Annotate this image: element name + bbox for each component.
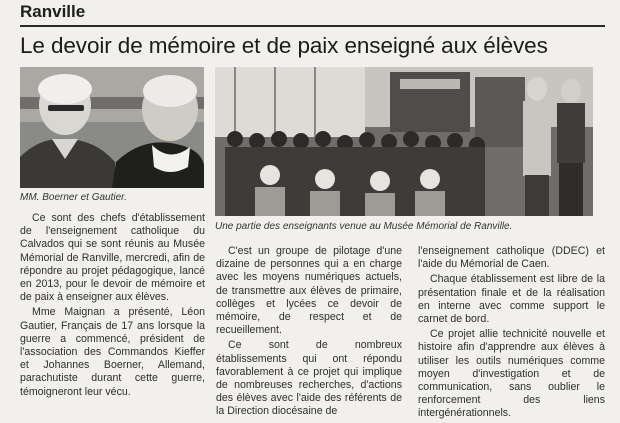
paragraph: Ce sont des chefs d'établissement de l'enseignement catholique du Calvados qui se sont réunis au Musée Mémorial de Ranville, mercredi, afin de répondre au projet pédagogique, lancé en 2013, pour le devoir de mémoire et de paix à enseigner aux élèves. [20,212,205,304]
paragraph: Chaque établissement est libre de la présentation finale et de la réalisation en interne avec comme support le carnet de bord. [418,273,605,326]
article-column-3 [418,245,605,423]
photo-caption-right: Une partie des enseignants venue au Musée Mémorial de Ranville. [215,221,513,232]
header-rule [20,25,605,27]
photo-teachers-group [215,67,593,216]
photo-two-veterans [20,67,204,188]
article-column-2 [216,245,402,421]
paragraph: Mme Maignan a présenté, Léon Gautier, Français de 17 ans lorsque la guerre a commencé, président de l'association des Commandos Kieffer et Johannes Boerner, Allemand, parachutiste durant cette guerre, témoigneront leur vécu. [20,306,205,398]
section-rubric: Ranville [20,2,86,21]
paragraph: C'est un groupe de pilotage d'une dizaine de personnes qui a en charge avec les moyens numériques actuels, de transmettre aux élèves de primaire, collèges et lycées ce devoir de mémoire, de respect et de recueillement. [216,245,402,337]
paragraph: Ce sont de nombreux établissements qui ont répondu favorablement à ce projet qui implique de nombreuses recherches, d'actions des élèves avec l'aide des référents de la Direction diocésaine de [216,339,402,418]
article-column-1 [20,212,205,401]
paragraph: Ce projet allie technicité nouvelle et histoire afin d'apprendre aux élèves à utiliser les outils numériques comme moyen d'investigation et de communication, sans oublier le renforcement des liens intergénérationnels. [418,328,605,420]
paragraph: l'enseignement catholique (DDEC) et l'aide du Mémorial de Caen. [418,245,605,271]
photo-caption-left: MM. Boerner et Gautier. [20,192,127,203]
article-headline: Le devoir de mémoire et de paix enseigné aux élèves [20,33,548,58]
